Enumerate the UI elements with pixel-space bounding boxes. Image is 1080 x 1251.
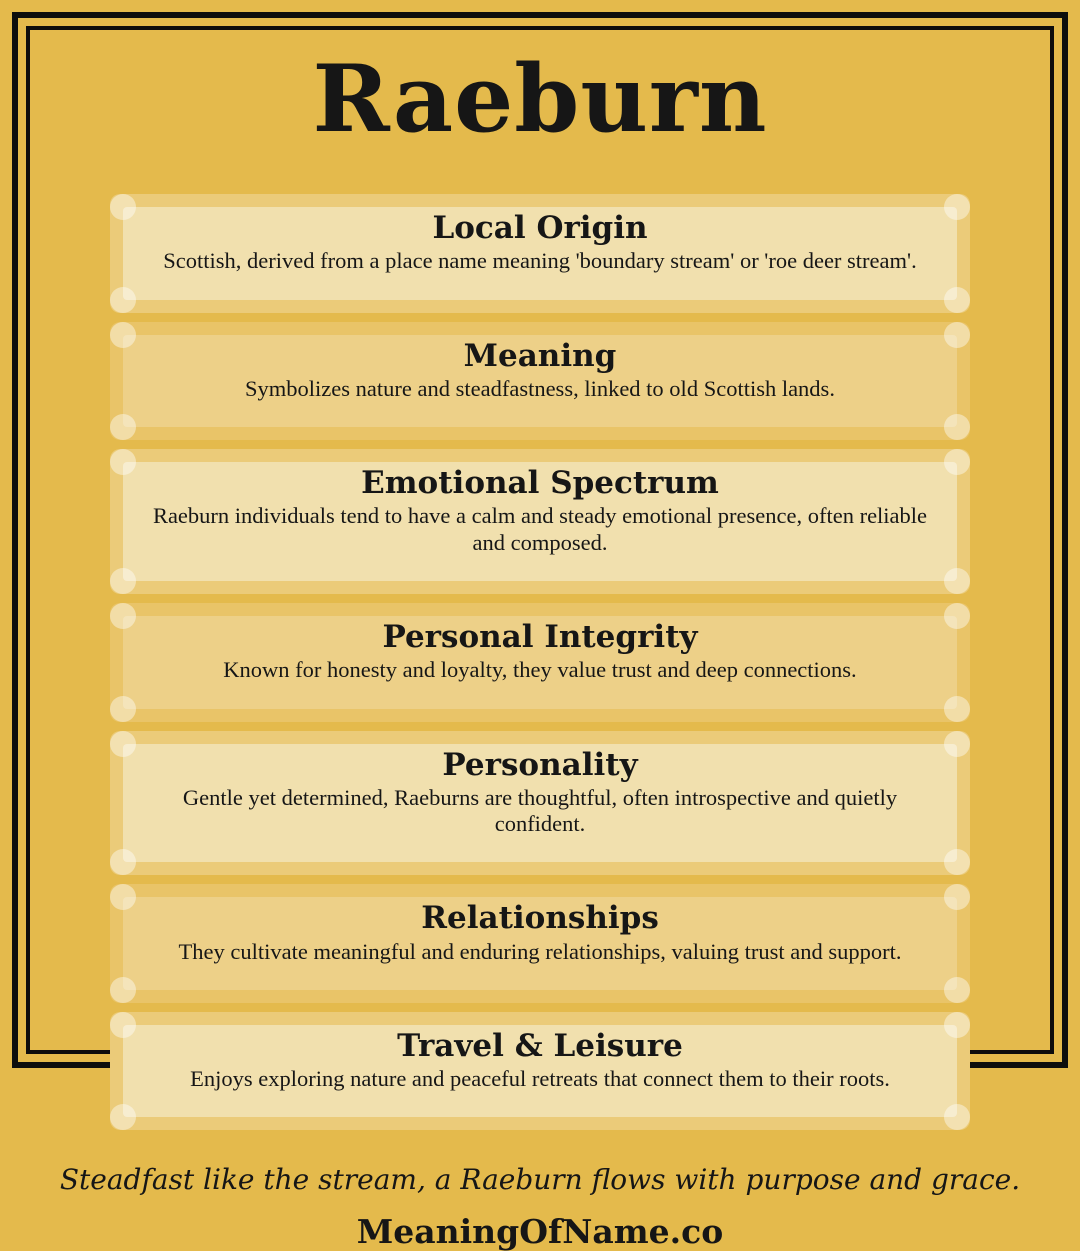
poster-content <box>30 30 1050 1251</box>
corner-pin-icon <box>944 731 970 757</box>
section-body-text: Symbolizes nature and steadfastness, linked to old Scottish lands. <box>245 375 835 401</box>
section-body-text: They cultivate meaningful and enduring relationships, valuing trust and support. <box>178 938 902 964</box>
corner-pin-icon <box>944 603 970 629</box>
corner-pin-icon <box>110 322 136 348</box>
corner-pin-icon <box>110 568 136 594</box>
corner-pin-icon <box>944 568 970 594</box>
section-heading: Emotional Spectrum <box>361 465 719 502</box>
section-heading: Personality <box>442 746 638 783</box>
corner-pin-icon <box>944 414 970 440</box>
corner-pin-icon <box>110 603 136 629</box>
card-inner-panel <box>123 744 957 863</box>
corner-pin-icon <box>944 849 970 875</box>
corner-pin-icon <box>944 977 970 1003</box>
section-card-list <box>110 194 970 1130</box>
corner-pin-icon <box>110 1104 136 1130</box>
footer-quote: Steadfast like the stream, a Raeburn flows with purpose and grace. <box>59 1163 1021 1197</box>
corner-pin-icon <box>110 414 136 440</box>
corner-pin-icon <box>110 849 136 875</box>
corner-pin-icon <box>944 1104 970 1130</box>
section-card-relationships <box>110 884 970 1003</box>
card-inner-panel <box>123 616 957 709</box>
card-inner-panel <box>123 207 957 300</box>
corner-pin-icon <box>110 287 136 313</box>
section-heading: Meaning <box>463 337 617 374</box>
corner-pin-icon <box>944 696 970 722</box>
corner-pin-icon <box>110 449 136 475</box>
section-heading: Travel & Leisure <box>397 1027 683 1064</box>
corner-pin-icon <box>944 449 970 475</box>
section-card-personality <box>110 731 970 876</box>
corner-pin-icon <box>944 194 970 220</box>
corner-pin-icon <box>944 884 970 910</box>
section-card-emotional-spectrum <box>110 449 970 594</box>
section-card-personal-integrity <box>110 603 970 722</box>
section-heading: Local Origin <box>432 210 648 247</box>
section-heading: Personal Integrity <box>382 619 698 656</box>
section-body-text: Enjoys exploring nature and peaceful retreats that connect them to their roots. <box>190 1066 890 1092</box>
page-title: Raeburn <box>312 44 768 153</box>
section-body-text: Scottish, derived from a place name meaning 'boundary stream' or 'roe deer stream'. <box>163 248 917 274</box>
section-card-travel-leisure <box>110 1012 970 1131</box>
section-body-text: Gentle yet determined, Raeburns are thoughtful, often introspective and quietly confident. <box>182 784 898 837</box>
corner-pin-icon <box>944 287 970 313</box>
corner-pin-icon <box>110 884 136 910</box>
card-inner-panel <box>123 462 957 581</box>
brand-wordmark: MeaningOfName.co <box>356 1212 724 1251</box>
section-heading: Relationships <box>421 900 659 937</box>
section-card-local-origin <box>110 194 970 313</box>
corner-pin-icon <box>110 731 136 757</box>
card-inner-panel <box>123 897 957 990</box>
card-inner-panel <box>123 1025 957 1118</box>
section-card-meaning <box>110 322 970 441</box>
corner-pin-icon <box>944 1012 970 1038</box>
corner-pin-icon <box>110 194 136 220</box>
card-inner-panel <box>123 335 957 428</box>
corner-pin-icon <box>110 696 136 722</box>
corner-pin-icon <box>110 1012 136 1038</box>
corner-pin-icon <box>944 322 970 348</box>
section-body-text: Raeburn individuals tend to have a calm and steady emotional presence, often reliable and composed. <box>152 503 928 555</box>
section-body-text: Known for honesty and loyalty, they value trust and deep connections. <box>223 657 857 683</box>
corner-pin-icon <box>110 977 136 1003</box>
